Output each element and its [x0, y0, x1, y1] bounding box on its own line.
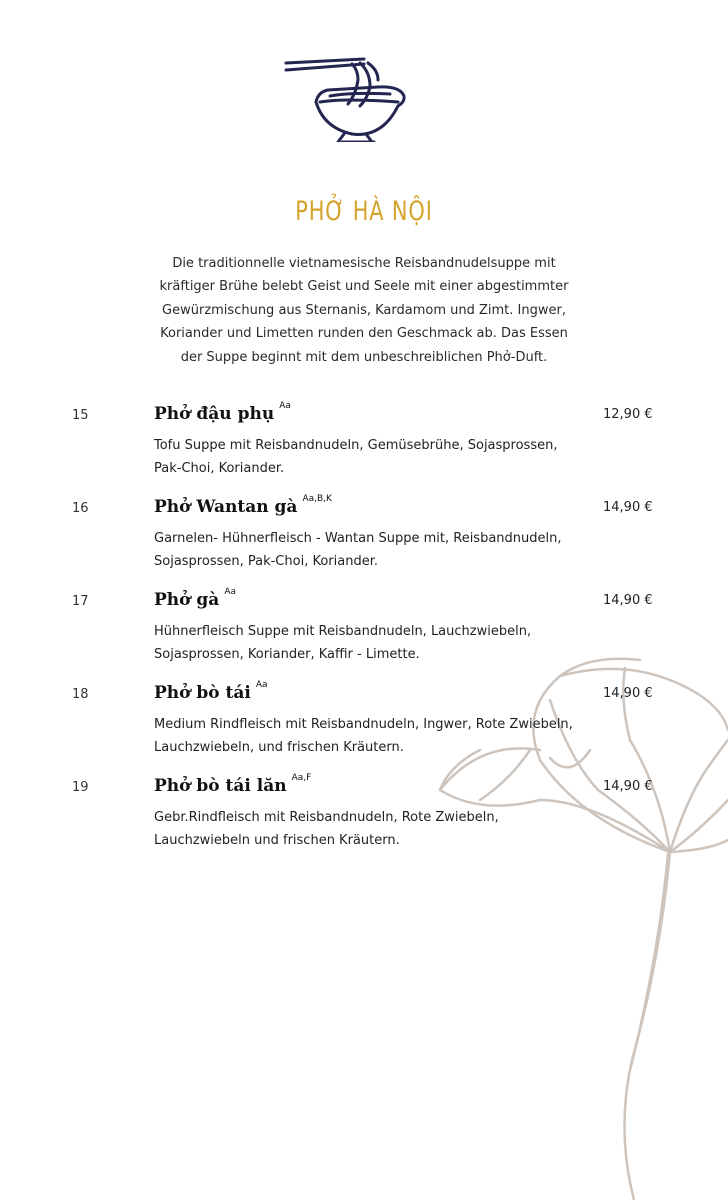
- section-title: PHỞ HÀ NỘI: [295, 196, 433, 227]
- intro-line: kräftiger Brühe belebt Geist und Seele mit einer abgestimmter: [159, 279, 569, 295]
- item-number: 16: [72, 501, 89, 516]
- noodle-bowl-icon: [278, 50, 408, 142]
- item-name: Phở bò tái lăn $^{Aa,F}$: [154, 773, 312, 796]
- item-name: Phở Wantan gà $^{Aa,B,K}$: [154, 494, 332, 517]
- intro-line: Die traditionnelle vietnamesische Reisbandnudelsuppe mit: [172, 256, 556, 271]
- item-number: 18: [72, 687, 89, 702]
- item-description: Gebr.Rindfleisch mit Reisbandnudeln, Rote Zwiebeln, Lauchzwiebeln und frischen Kräutern.: [154, 810, 499, 848]
- item-price: 14,90 €: [603, 500, 653, 515]
- item-number: 19: [72, 780, 89, 795]
- item-description: Hühnerfleisch Suppe mit Reisbandnudeln, Lauchzwiebeln, Sojasprossen, Koriander, Kaffir - Limette.: [154, 624, 532, 662]
- item-number: 17: [72, 594, 89, 609]
- item-price: 14,90 €: [603, 686, 653, 701]
- item-description: Tofu Suppe mit Reisbandnudeln, Gemüsebrühe, Sojasprossen, Pak-Choi, Koriander.: [154, 438, 558, 476]
- section-intro: [140, 252, 588, 369]
- item-price: 12,90 €: [603, 407, 653, 422]
- item-number: 15: [72, 408, 89, 423]
- item-description: Garnelen- Hühnerfleisch - Wantan Suppe mit, Reisbandnudeln, Sojasprossen, Pak-Choi, Koriander.: [154, 531, 562, 569]
- allergen-codes: Aa: [279, 401, 291, 412]
- allergen-codes: Aa: [224, 587, 236, 598]
- item-name: Phở đậu phụ $^{Aa}$: [154, 401, 291, 424]
- intro-line: Gewürzmischung aus Sternanis, Kardamom und Zimt. Ingwer,: [162, 302, 566, 318]
- intro-line: der Suppe beginnt mit dem unbeschreiblichen Phở-Duft.: [180, 349, 548, 365]
- intro-line: Koriander und Limetten runden den Geschmack ab. Das Essen: [160, 326, 568, 342]
- item-price: 14,90 €: [603, 779, 653, 794]
- allergen-codes: Aa,F: [291, 773, 312, 784]
- item-price: 14,90 €: [603, 593, 653, 608]
- item-name: Phở gà $^{Aa}$: [154, 587, 236, 610]
- item-description: Medium Rindfleisch mit Reisbandnudeln, Ingwer, Rote Zwiebeln, Lauchzwiebeln, und frischen Kräutern.: [154, 717, 573, 755]
- allergen-codes: Aa: [255, 680, 268, 691]
- allergen-codes: Aa,B,K: [302, 494, 332, 505]
- item-name: Phở bò tái $^{Aa}$: [154, 680, 268, 703]
